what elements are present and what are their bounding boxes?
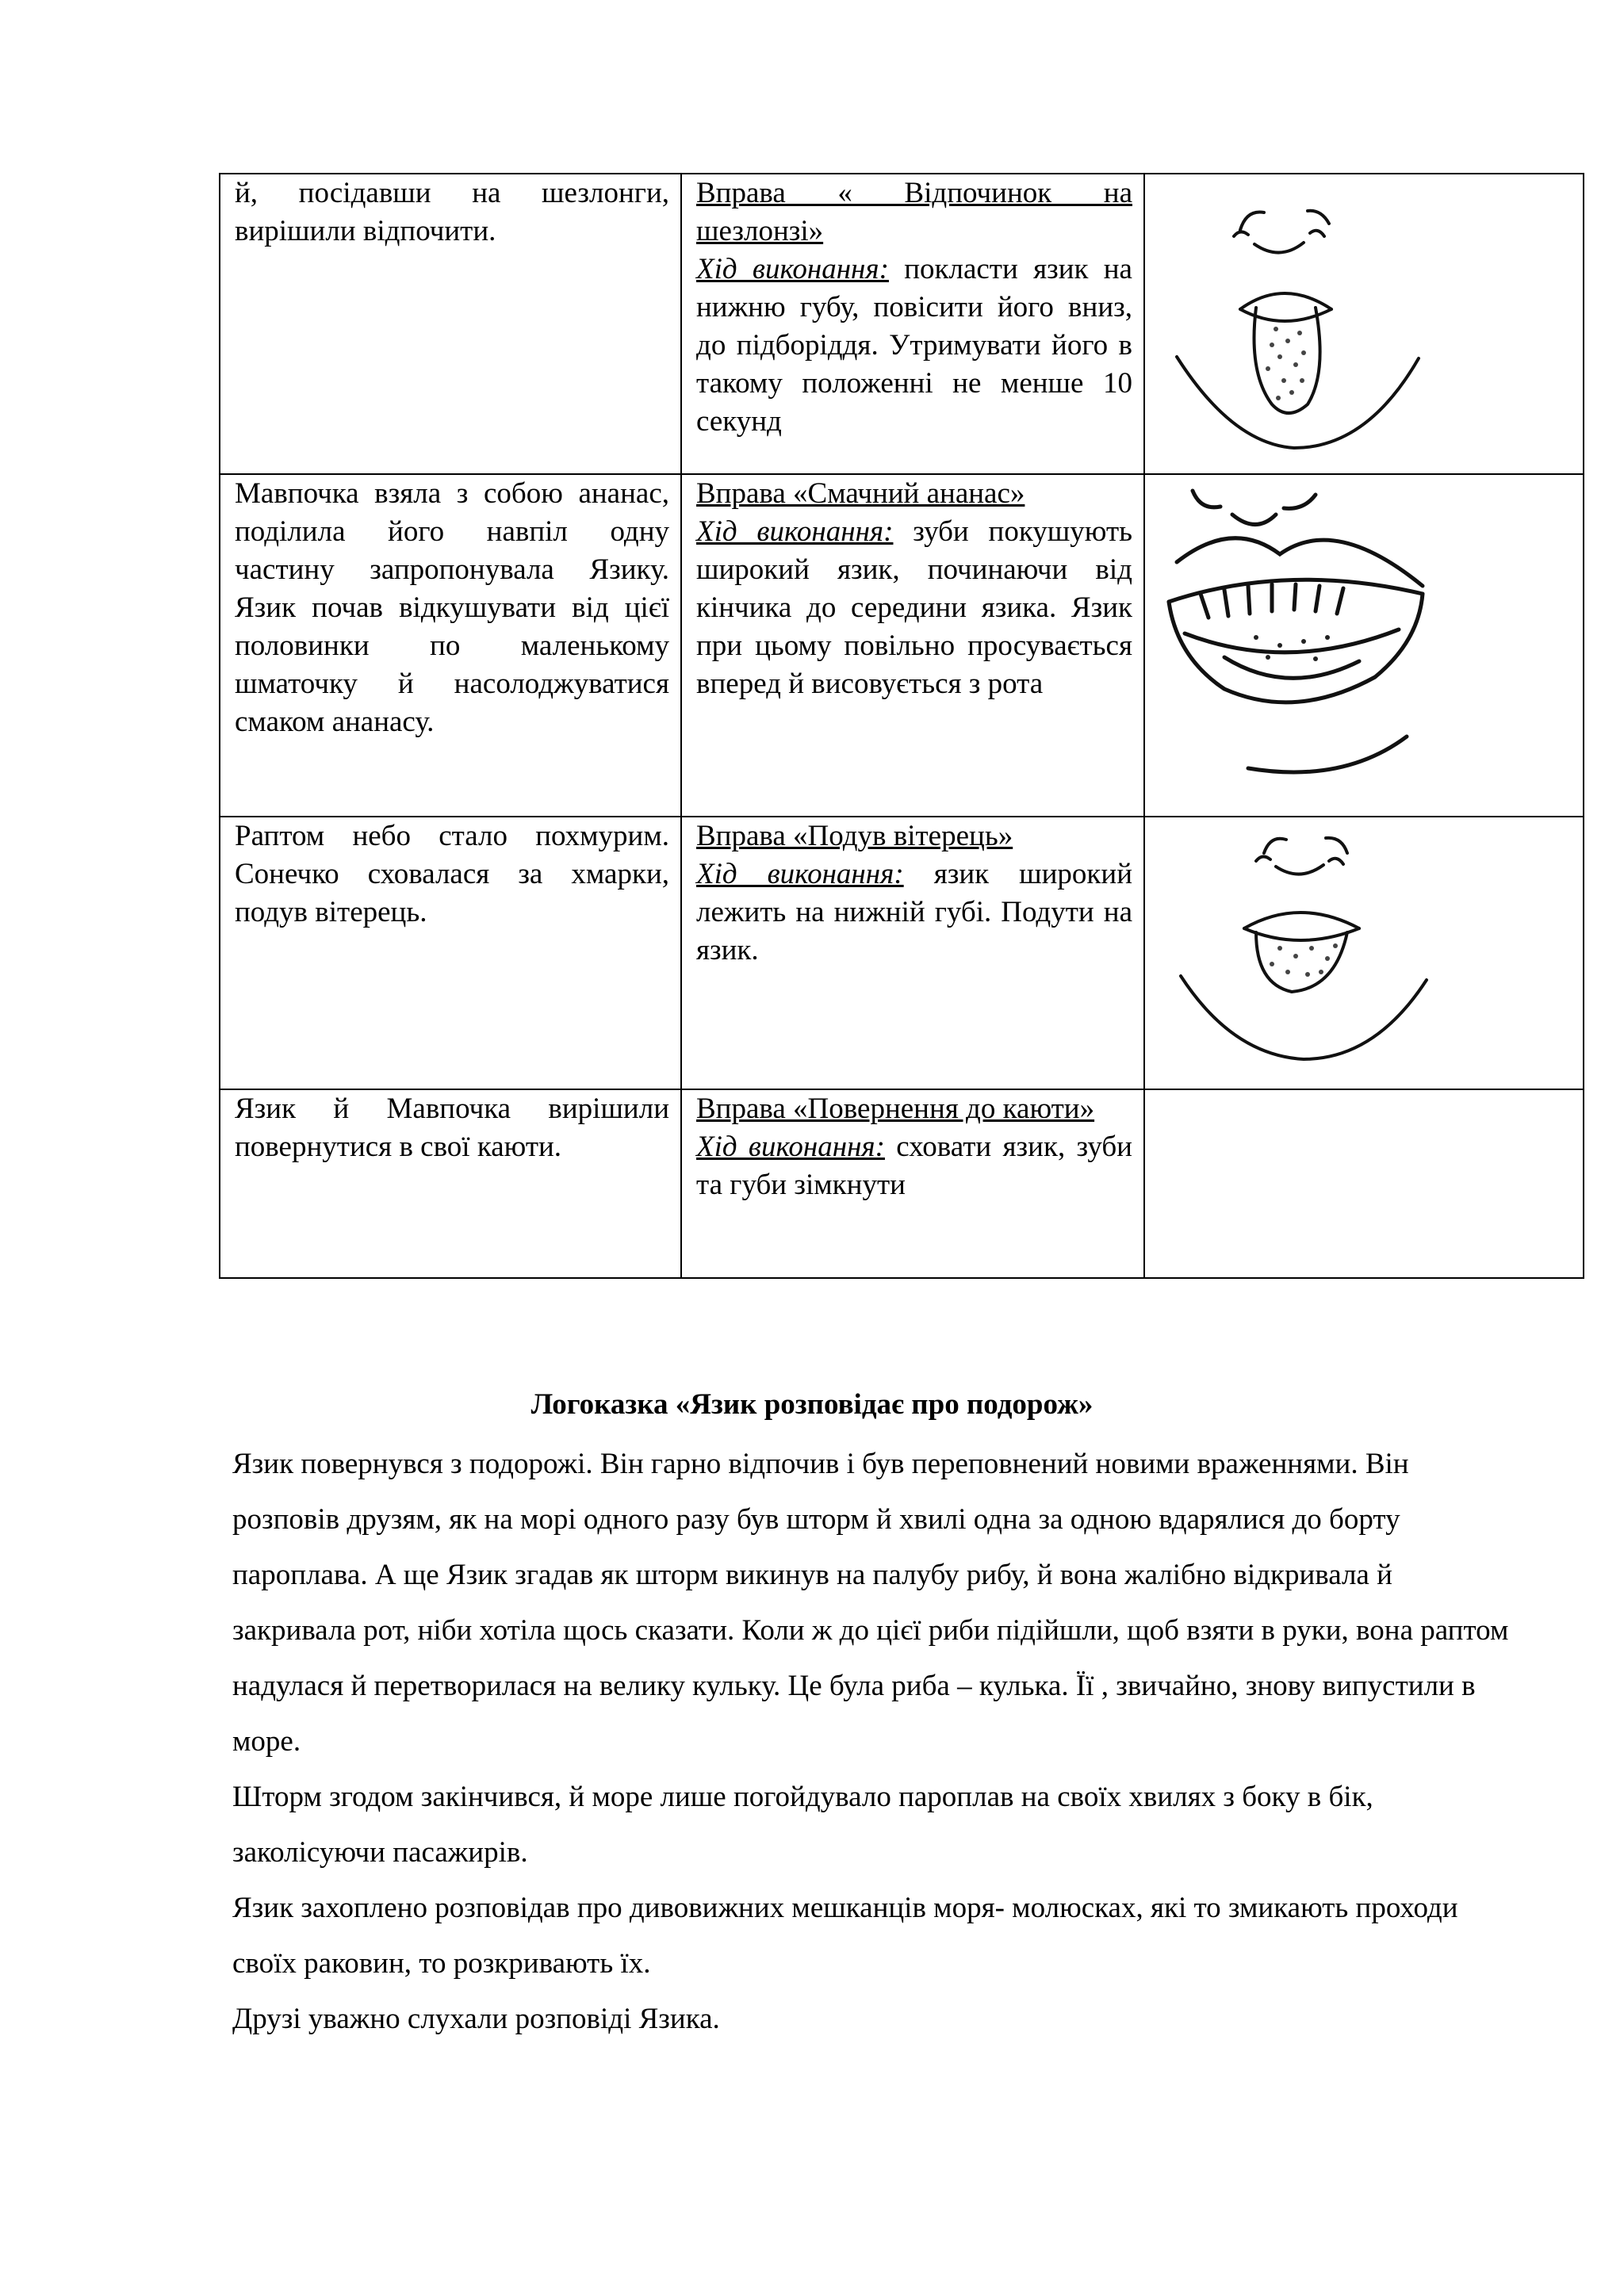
story-paragraph: Друзі уважно слухали розповіді Язика. bbox=[232, 2003, 720, 2035]
procedure-text: сховати язик, зуби та губи зімкнути bbox=[696, 1131, 1132, 1201]
exercise-title: Вправа «Повернення до каюти» bbox=[696, 1093, 1095, 1125]
procedure-label: Хід виконання: bbox=[696, 858, 904, 890]
exercise-cell bbox=[681, 174, 1144, 474]
procedure-label: Хід виконання: bbox=[696, 515, 894, 548]
story-body bbox=[232, 1437, 1517, 2047]
illustration-cell bbox=[1144, 474, 1584, 817]
story-cell: Раптом небо стало похмурим. Сонечко сховалася за хмарки, подув вітерець. bbox=[220, 817, 681, 1089]
story-paragraph: Шторм згодом закінчився, й море лише погойдувало пароплав на своїх хвилях з боку в бік, заколісуючи пасажирів. bbox=[232, 1781, 1373, 1869]
exercise-title: Вправа « Відпочинок на шезлонзі» bbox=[696, 177, 1132, 247]
procedure-label: Хід виконання: bbox=[696, 253, 889, 285]
exercise-cell bbox=[681, 474, 1144, 817]
story-cell: Мавпочка взяла з собою ананас, поділила його навпіл одну частину запропонувала Язику. Язик почав відкушувати від цієї половинки по маленькому шматочку й насолоджуватися смаком ананасу. bbox=[220, 474, 681, 817]
story-paragraph: Язик захоплено розповідав про дивовижних мешканців моря- молюсках, які то змикають проходи своїх раковин, то розкривають їх. bbox=[232, 1892, 1458, 1980]
illustration-cell bbox=[1144, 1089, 1584, 1278]
procedure-text: покласти язик на нижню губу, повісити його вниз, до підборіддя. Утримувати його в такому положенні не менше 10 секунд bbox=[696, 253, 1132, 438]
story-cell: Язик й Мавпочка вирішили повернутися в свої каюти. bbox=[220, 1089, 681, 1278]
illustration-cell bbox=[1144, 174, 1584, 474]
wide-tongue-on-lip-illustration bbox=[1145, 817, 1583, 1087]
tongue-hanging-down-illustration bbox=[1145, 174, 1583, 472]
procedure-text: зуби покушують широкий язик, починаючи від кінчика до середини язика. Язик при цьому повільно просувається вперед й висовується з рота bbox=[696, 515, 1132, 700]
procedure-text: язик широкий лежить на нижній губі. Подути на язик. bbox=[696, 858, 1132, 966]
table-row bbox=[220, 174, 1584, 474]
exercises-table bbox=[219, 173, 1584, 1279]
procedure-label: Хід виконання: bbox=[696, 1131, 885, 1163]
story-paragraph: Язик повернувся з подорожі. Він гарно відпочив і був переповнений новими враженнями. Він розповів друзям, як на морі одного разу був шторм й хвилі одна за одною вдарялися до борту пароплава. А ще Язик згадав як шторм викинув на палубу рибу, й вона жалібно відкривала й закривала рот, ніби хотіла щось сказати. Коли ж до цієї риби підійшли, щоб взяти в руки, вона раптом надулася й перетворилася на велику кульку. Це була риба – кулька. Її , звичайно, знову випустили в море. bbox=[232, 1448, 1509, 1758]
exercise-title: Вправа «Смачний ананас» bbox=[696, 477, 1025, 510]
exercise-title: Вправа «Подув вітерець» bbox=[696, 820, 1013, 852]
table-row bbox=[220, 1089, 1584, 1278]
teeth-biting-tongue-illustration bbox=[1145, 475, 1583, 816]
exercise-cell bbox=[681, 1089, 1144, 1278]
exercise-cell bbox=[681, 817, 1144, 1089]
table-row bbox=[220, 474, 1584, 817]
illustration-cell bbox=[1144, 817, 1584, 1089]
story-heading: Логоказка «Язик розповідає про подорож» bbox=[530, 1388, 1094, 1421]
table-row bbox=[220, 817, 1584, 1089]
story-cell: й, посідавши на шезлонги, вирішили відпочити. bbox=[220, 174, 681, 474]
